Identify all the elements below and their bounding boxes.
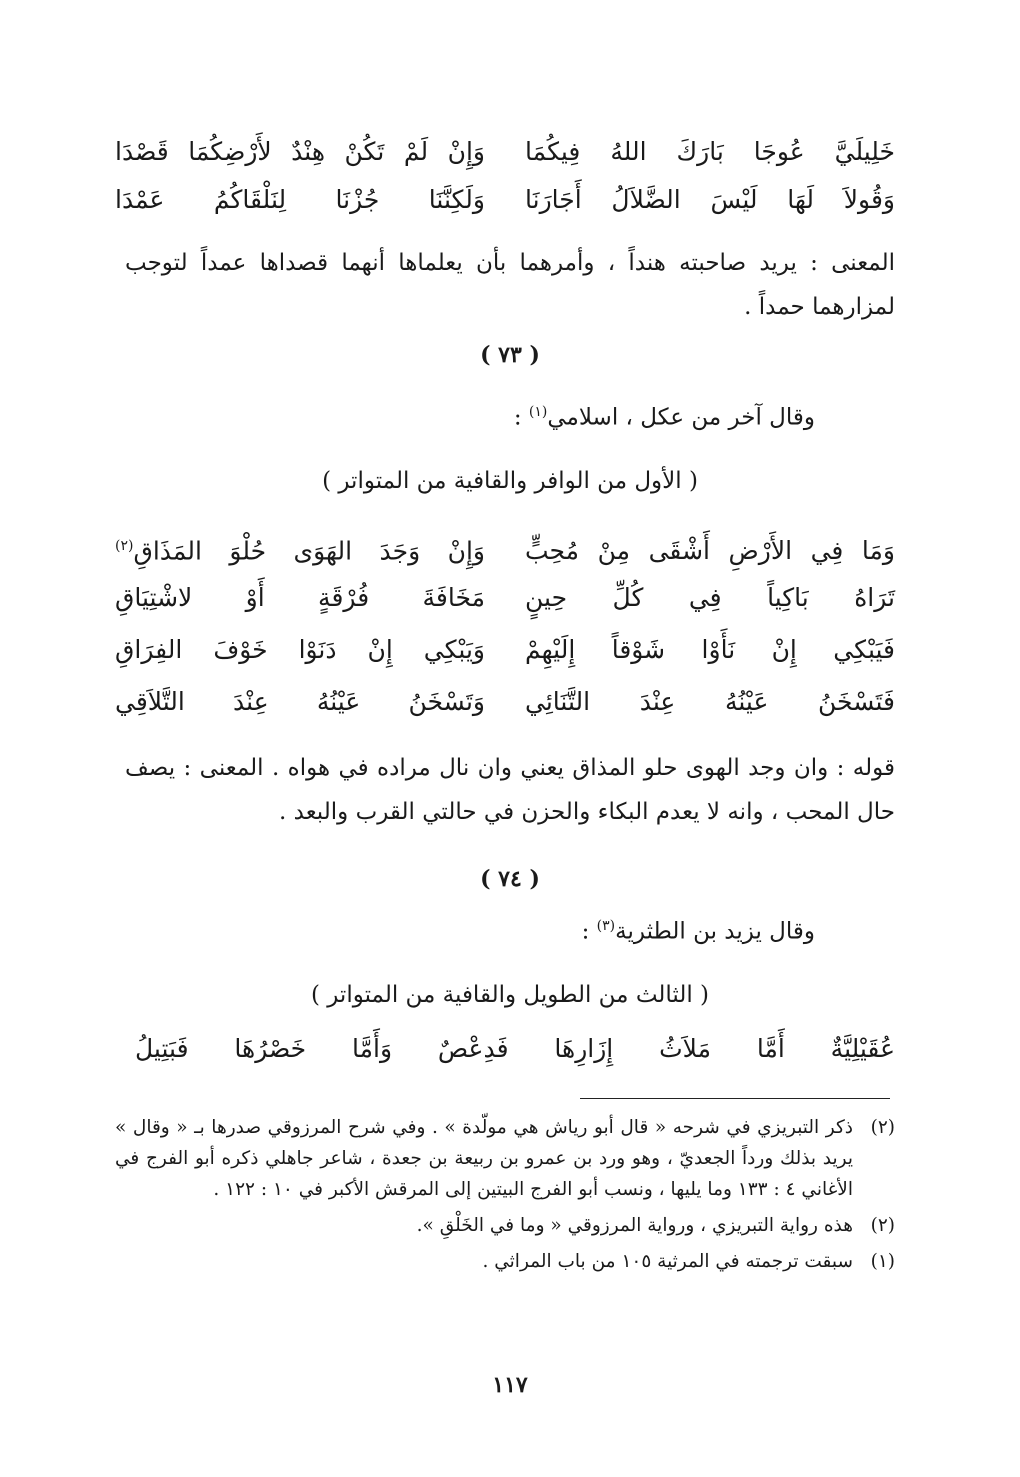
- verse-hemistich-first: وَقُولاَ لَهَا لَيْسَ الضَّلاَلُ أَجَارَنَا: [525, 185, 895, 214]
- poem-74-meter: ( الثالث من الطويل والقافية من المتواتر ): [310, 982, 710, 1008]
- top-verses: [115, 128, 895, 224]
- intro-text: وقال آخر من عكل ، اسلامي: [547, 404, 815, 431]
- verse-hemistich-first: خَلِيلَيَّ عُوجَا بَارَكَ اللهُ فِيكُمَا: [525, 137, 895, 166]
- verse-hemistich-first: تَرَاهُ بَاكِياً فِي كُلِّ حِينٍ: [525, 583, 895, 612]
- top-note: المعنى : يريد صاحبته هنداً ، وأمرهما بأن يعلماها أنهما قصداها عمداً لتوجب لمزارهما حمداً .: [125, 250, 895, 320]
- verse-text: وَإِنْ وَجَدَ الهَوَى حُلْوَ المَذَاقِ: [133, 536, 485, 566]
- verse-line: [115, 176, 895, 224]
- verse-hemistich-second: [115, 522, 485, 575]
- verse-line: [115, 626, 895, 678]
- poem-73-meter: ( الأول من الوافر والقافية من المتواتر ): [322, 468, 698, 494]
- verse-line: [115, 522, 895, 574]
- footnote-text: سبقت ترجمته في المرثية ١٠٥ من باب المراثي .: [482, 1251, 853, 1272]
- verse-hemistich-second: مَخَافَةَ فُرْقَةٍ أَوْ لاشْتِيَاقِ: [115, 583, 485, 612]
- poem-73-note: قوله : وان وجد الهوى حلو المذاق يعني وان نال مراده في هواه . المعنى : يصف حال المحب ، وانه لا يعدم البكاء والحزن في حالتي القرب والبعد .: [125, 755, 895, 825]
- verse-line: [115, 678, 895, 730]
- verse-hemistich-first: وَمَا فِي الأَرْضِ أَشْقَى مِنْ مُحِبٍّ: [525, 536, 895, 566]
- footnote-mark: (١): [870, 1251, 895, 1272]
- poem-73-verses: [115, 522, 895, 730]
- footnote-ref: (٢): [115, 538, 134, 554]
- footnote-ref: (١): [528, 404, 548, 420]
- footnote: [115, 1112, 895, 1205]
- footnote-ref: (٣): [596, 918, 616, 934]
- poem-74-verse: عُقَيْلِيَّةٌ أَمَّا مَلاَثُ إِزَارِهَا فَدِعْصٌ وَأَمَّا خَصْرُهَا فَبَتِيلُ: [135, 1034, 895, 1063]
- intro-text: وقال يزيد بن الطثرية: [615, 918, 815, 945]
- verse-hemistich-first: فَتَسْخَنُ عَيْنُهُ عِنْدَ التَّنَائِي: [525, 687, 895, 716]
- footnote: [115, 1210, 895, 1241]
- footnote-divider: [580, 1098, 890, 1099]
- poem-74-intro: [582, 918, 815, 945]
- footnote-text: ذكر التبريزي في شرحه « قال أبو رياش هي مولّدة » . وفي شرح المرزوقي صدرها بـ « وقال » يريد بذلك ورداً الجعديّ ، وهو ورد بن عمرو بن ربيعة بن جعدة ، شاعر جاهلي ذكره أبو الفرج في الأغاني ٤ : ١٣٣ وما يليها ، ونسب أبو الفرج البيتين إلى المرقش الأكبر في ١٠ : ١٢٢ .: [115, 1117, 853, 1200]
- verse-line: [115, 574, 895, 626]
- verse-hemistich-second: وَإِنْ لَمْ تَكُنْ هِنْدٌ لأَرْضِكُمَا قَصْدَا: [115, 137, 485, 166]
- footnote-text: هذه رواية التبريزي ، ورواية المرزوقي « وما في الخَلْقِ ».: [416, 1215, 853, 1236]
- footnote-mark: (٢): [870, 1215, 895, 1236]
- verse-hemistich-second: وَتَسْخَنُ عَيْنُهُ عِنْدَ التَّلاَقِي: [115, 687, 485, 716]
- footnote: [115, 1246, 895, 1277]
- verse-hemistich-second: وَلَكِنَّنَا جُزْنَا لِنَلْقَاكُمُ عَمْدَا: [115, 185, 485, 214]
- page-number: ١١٧: [492, 1372, 528, 1398]
- footnote-mark: (٢): [870, 1117, 895, 1138]
- poem-number-73: ( ٧٣ ): [480, 342, 540, 368]
- intro-colon: :: [513, 404, 522, 431]
- verse-hemistich-first: فَيَبْكِي إِنْ نَأَوْا شَوْقاً إِلَيْهِمْ: [525, 635, 895, 664]
- footnotes: [115, 1112, 895, 1282]
- verse-hemistich-second: وَيَبْكِي إِنْ دَنَوْا خَوْفَ الفِرَاقِ: [115, 635, 485, 664]
- poem-number-74: ( ٧٤ ): [480, 866, 540, 892]
- poem-73-intro: [514, 404, 815, 431]
- verse-line: [115, 128, 895, 176]
- intro-colon: :: [581, 918, 590, 945]
